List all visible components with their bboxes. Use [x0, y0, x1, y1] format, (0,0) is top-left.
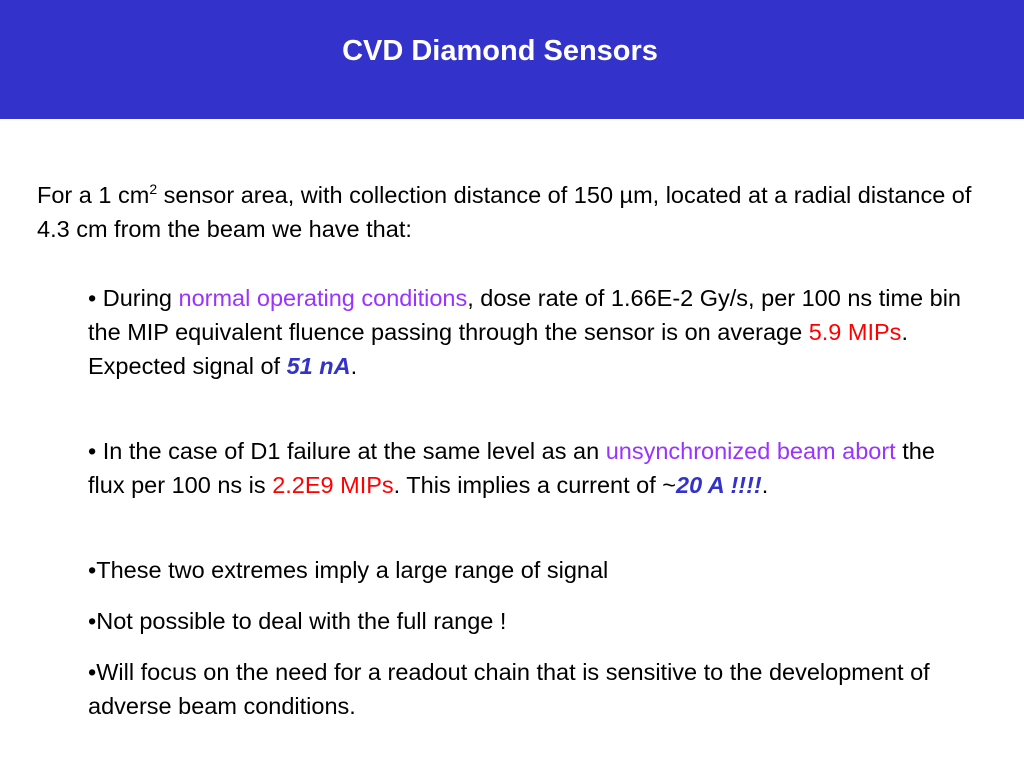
bullet-full-range: •Not possible to deal with the full range ! [88, 608, 507, 634]
bullet-2-highlight-mips: 2.2E9 MIPs [272, 472, 394, 498]
bullet-1-text-1: • During [88, 285, 179, 311]
bullet-normal-conditions [88, 281, 968, 383]
title-bar [0, 0, 1024, 119]
bullet-2-text-1: • In the case of D1 failure at the same level as an [88, 438, 606, 464]
bullet-extremes: •These two extremes imply a large range of signal [88, 557, 609, 583]
intro-text-2: sensor area, with collection distance of 150 µm, located at a radial distance of 4.3 cm from the beam we have that: [37, 182, 972, 242]
intro-text-1: For a 1 cm [37, 182, 150, 208]
intro-superscript: 2 [149, 181, 158, 197]
bullet-1-text-4: . [350, 353, 358, 379]
bullet-1-highlight-mips: 5.9 MIPs [808, 319, 902, 345]
bullet-1-text-3: . Expected signal of [88, 319, 908, 379]
bullet-1-text-2: , dose rate of 1.66E-2 Gy/s, per 100 ns time bin the MIP equivalent fluence passing through the sensor is on average [88, 285, 961, 345]
bullet-2-text-3: . This implies a current of ~ [393, 472, 677, 498]
bullet-2-text-4: . [761, 472, 769, 498]
intro-paragraph [37, 178, 997, 246]
slide-title: CVD Diamond Sensors [342, 35, 658, 67]
bullet-d1-failure [88, 434, 968, 502]
bullet-2-highlight-current: 20 A !!!! [676, 472, 762, 498]
bullet-1-highlight-signal: 51 nA [286, 353, 351, 379]
bullet-1-highlight-conditions: normal operating conditions [178, 285, 468, 311]
bullet-2-text-2: the flux per 100 ns is [88, 438, 935, 498]
bullet-2-highlight-abort: unsynchronized beam abort [605, 438, 896, 464]
bullet-readout-chain: •Will focus on the need for a readout chain that is sensitive to the development of adverse beam conditions. [88, 659, 930, 719]
